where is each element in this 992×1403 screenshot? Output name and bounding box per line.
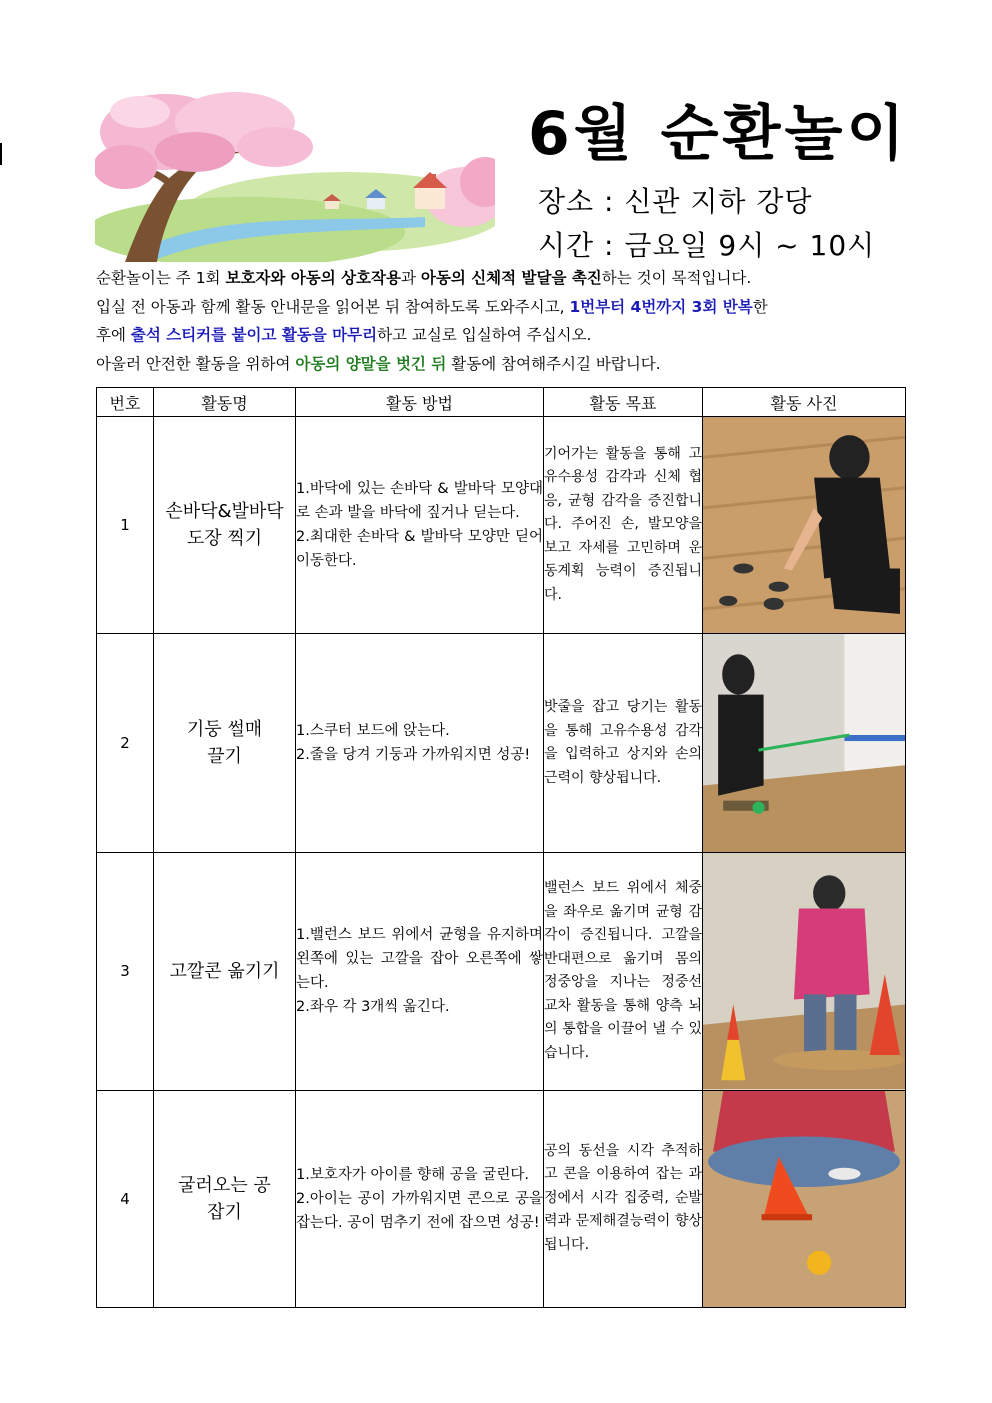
activity-method bbox=[296, 1090, 544, 1307]
balance-board-cone-photo bbox=[703, 853, 905, 1089]
intro-paragraph bbox=[96, 264, 906, 378]
activity-name bbox=[154, 1090, 296, 1307]
header-activity-photo: 활동 사진 bbox=[703, 388, 906, 417]
table-row bbox=[97, 853, 906, 1090]
intro-text: 후에 bbox=[96, 326, 131, 344]
method-step: 2.좌우 각 3개씩 옮긴다. bbox=[296, 999, 450, 1016]
activity-name bbox=[154, 417, 296, 634]
activity-number: 1 bbox=[97, 417, 154, 634]
table-row bbox=[97, 634, 906, 853]
header-activity-method: 활동 방법 bbox=[296, 388, 544, 417]
page-title: 6월 순환놀이 bbox=[528, 99, 909, 169]
activity-goal: 공의 동선을 시각 추적하고 콘을 이용하여 잡는 과정에서 시각 집중력, 순발력과 문제해결능력이 향상됩니다. bbox=[544, 1090, 703, 1307]
activity-name-line: 도장 찍기 bbox=[186, 528, 263, 550]
intro-emphasis: 1번부터 4번까지 3회 반복 bbox=[569, 297, 753, 316]
method-step: 1.밸런스 보드 위에서 균형을 유지하며 왼쪽에 있는 고깔을 잡아 오른쪽에 쌓는다. bbox=[296, 927, 543, 992]
method-step: 2.아이는 공이 가까워지면 콘으로 공을 잡는다. 공이 멈추기 전에 잡으면 성공! bbox=[296, 1190, 543, 1231]
event-place: 장소 : 신관 지하 강당 bbox=[538, 185, 813, 218]
activity-method bbox=[296, 417, 544, 634]
activity-goal: 밧줄을 잡고 당기는 활동을 통해 고유수용성 감각을 입력하고 상지와 손의 근력이 향상됩니다. bbox=[544, 634, 703, 853]
activity-table bbox=[96, 387, 906, 1308]
event-time: 시간 : 금요일 9시 ~ 10시 bbox=[538, 229, 876, 262]
method-step: 1.보호자가 아이를 향해 공을 굴린다. bbox=[296, 1166, 529, 1183]
activity-photo bbox=[703, 853, 906, 1090]
intro-text: 하는 것이 목적입니다. bbox=[601, 269, 752, 287]
activity-number: 3 bbox=[97, 853, 154, 1090]
activity-goal: 밸런스 보드 위에서 체중을 좌우로 옮기며 균형 감각이 증진됩니다. 고깔을 반대편으로 옮기며 몸의 정중앙을 지나는 정중선 교차 활동을 통해 양측 뇌의 통합을 이끌어 낼 수 있습니다. bbox=[544, 853, 703, 1090]
activity-number: 2 bbox=[97, 634, 154, 853]
intro-text: 순환놀이는 주 1회 bbox=[96, 269, 226, 287]
intro-text: 과 bbox=[400, 269, 421, 287]
intro-emphasis: 아동의 양말을 벗긴 뒤 bbox=[295, 354, 447, 373]
table-row bbox=[97, 1090, 906, 1307]
activity-goal: 기어가는 활동을 통해 고유수용성 감각과 신체 협응, 균형 감각을 증진합니다. 주어진 손, 발모양을 보고 자세를 고민하며 운동계획 능력이 증진됩니다. bbox=[544, 417, 703, 634]
intro-text: 하고 교실로 입실하여 주십시오. bbox=[377, 326, 592, 344]
activity-photo bbox=[703, 634, 906, 853]
intro-emphasis: 출석 스티커를 붙이고 활동을 마무리 bbox=[130, 326, 378, 344]
left-margin-mark bbox=[0, 143, 2, 165]
intro-text: 활동에 참여해주시길 바랍니다. bbox=[446, 354, 661, 373]
activity-name-line: 굴러오는 공 bbox=[178, 1174, 271, 1196]
intro-line bbox=[96, 293, 906, 322]
activity-name-line: 기둥 썰매 bbox=[186, 719, 263, 741]
table-header-row bbox=[97, 388, 906, 417]
activity-photo bbox=[703, 1090, 906, 1307]
method-step: 1.바닥에 있는 손바닥 & 발바닥 모양대로 손과 발을 바닥에 짚거나 딛는다. bbox=[296, 481, 543, 522]
scooter-board-pull-photo bbox=[703, 634, 905, 852]
handprint-footprint-photo bbox=[703, 417, 905, 633]
intro-emphasis: 아동의 신체적 발달을 촉진 bbox=[420, 269, 602, 287]
method-step: 2.최대한 손바닥 & 발바닥 모양만 딛어 이동한다. bbox=[296, 529, 543, 570]
header-activity-goal: 활동 목표 bbox=[544, 388, 703, 417]
intro-line bbox=[96, 264, 906, 293]
activity-number: 4 bbox=[97, 1090, 154, 1307]
table-row bbox=[97, 417, 906, 634]
header-number: 번호 bbox=[97, 388, 154, 417]
header-activity-name: 활동명 bbox=[154, 388, 296, 417]
rolling-ball-cone-photo bbox=[703, 1091, 905, 1307]
activity-name bbox=[154, 853, 296, 1090]
activity-method bbox=[296, 853, 544, 1090]
intro-text: 입실 전 아동과 함께 활동 안내문을 읽어본 뒤 참여하도록 도와주시고, bbox=[96, 297, 570, 316]
activity-name-line: 잡기 bbox=[207, 1201, 242, 1223]
activity-name-line: 손바닥&발바닥 bbox=[165, 501, 284, 523]
activity-photo bbox=[703, 417, 906, 634]
activity-name-line: 고깔콘 옮기기 bbox=[169, 960, 280, 982]
activity-name bbox=[154, 634, 296, 853]
intro-text: 아울러 안전한 활동을 위하여 bbox=[96, 354, 296, 373]
intro-emphasis: 보호자와 아동의 상호작용 bbox=[225, 269, 401, 287]
intro-line bbox=[96, 321, 906, 350]
intro-text: 한 bbox=[752, 297, 768, 316]
intro-line bbox=[96, 350, 906, 379]
method-step: 2.줄을 당겨 기둥과 가까워지면 성공! bbox=[296, 747, 531, 764]
activity-name-line: 끌기 bbox=[207, 746, 242, 768]
cherry-blossom-landscape-illustration bbox=[95, 92, 495, 262]
activity-method bbox=[296, 634, 544, 853]
method-step: 1.스쿠터 보드에 앉는다. bbox=[296, 723, 450, 740]
